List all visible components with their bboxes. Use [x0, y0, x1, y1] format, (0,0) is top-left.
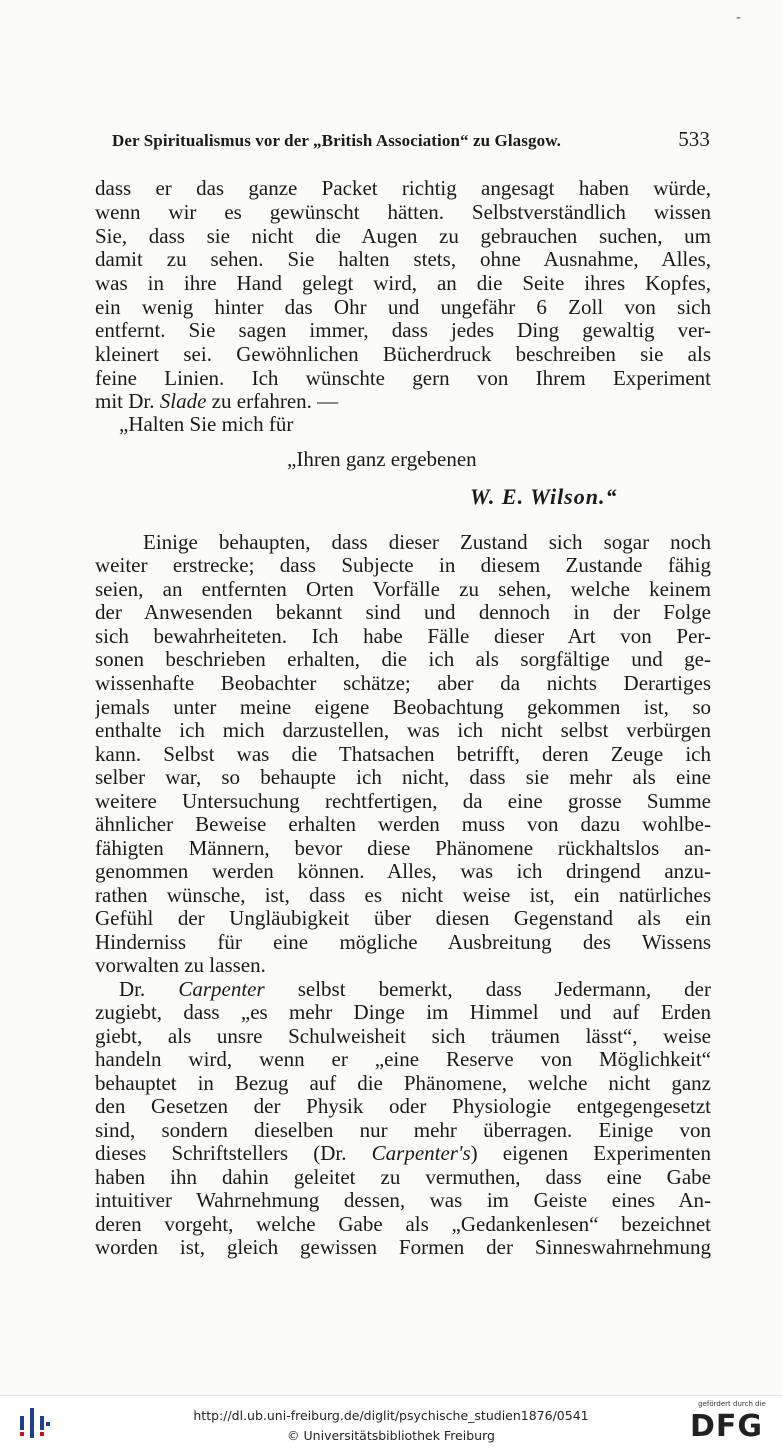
viewer-footer	[0, 1395, 782, 1450]
text-line: fähigten Männern, bevor diese Phänomene rückhaltslos an-	[95, 837, 711, 860]
text-line: zugiebt, dass „es mehr Dinge im Himmel und auf Erden	[95, 1001, 711, 1024]
page-number: 533	[678, 127, 710, 151]
text-line: Einige behaupten, dass dieser Zustand sich sogar noch	[143, 531, 711, 554]
text-line	[119, 978, 711, 1001]
text-line: deren vorgeht, welche Gabe als „Gedankenlesen“ bezeichnet	[95, 1213, 711, 1236]
text-line: behauptet in Bezug auf die Phänomene, welche nicht ganz	[95, 1072, 711, 1095]
text-line: rathen wünsche, ist, dass es nicht weise ist, ein natürliches	[95, 884, 711, 907]
text-line: worden ist, gleich gewissen Formen der Sinneswahrnehmung	[95, 1236, 711, 1259]
running-header	[112, 127, 710, 152]
text-line: ein wenig hinter das Ohr und ungefähr 6 Zoll von sich	[95, 296, 711, 319]
text-run: ) eigenen Experimenten	[470, 1142, 711, 1165]
text-line: enthalte ich mich darzustellen, was ich nicht selbst verbürgen	[95, 719, 711, 742]
text-line: Hinderniss für eine mögliche Ausbreitung des Wissens	[95, 931, 711, 954]
text-line: wissenhafte Beobachter schätze; aber da nichts Derartiges	[95, 672, 711, 695]
text-line: Gefühl der Ungläubigkeit über diesen Gegenstand als ein	[95, 907, 711, 930]
copyright-note: © Universitätsbibliothek Freiburg	[287, 1428, 495, 1443]
text-line	[95, 1142, 711, 1165]
text-line: sind, sondern dieselben nur mehr überragen. Einige von	[95, 1119, 711, 1142]
sponsor-note: gefördert durch die	[698, 1400, 766, 1408]
text-line: intuitiver Wahrnehmung dessen, was im Geiste eines An-	[95, 1189, 711, 1212]
text-line: weiter erstrecke; dass Subjecte in diesem Zustande fähig	[95, 554, 711, 577]
text-line: sonen beschrieben erhalten, die ich als sorgfältige und ge-	[95, 648, 711, 671]
text-run: dieses Schriftstellers (Dr.	[95, 1142, 372, 1165]
text-run: Dr.	[119, 978, 179, 1001]
text-line: handeln wird, wenn er „eine Reserve von Möglichkeit“	[95, 1048, 711, 1071]
text-line: feine Linien. Ich wünschte gern von Ihrem Experiment	[95, 367, 711, 390]
text-line: vorwalten zu lassen.	[95, 954, 266, 977]
text-line: damit zu sehen. Sie halten stets, ohne Ausnahme, Alles,	[95, 248, 711, 271]
name-carpenters: Carpenter's	[371, 1142, 471, 1165]
text-line: dass er das ganze Packet richtig angesagt haben würde,	[95, 177, 711, 200]
corner-mark: -	[736, 10, 742, 26]
text-line: der Anwesenden bekannt sind und dennoch in der Folge	[95, 601, 711, 624]
text-line: „Halten Sie mich für	[119, 413, 294, 436]
text-line: ähnlicher Beweise erhalten werden muss von dazu wohlbe-	[95, 813, 711, 836]
text-line: selber war, so behaupte ich nicht, dass sie mehr als eine	[95, 766, 711, 789]
text-line: den Gesetzen der Physik oder Physiologie entgegengesetzt	[95, 1095, 711, 1118]
name-slade: Slade	[159, 390, 207, 413]
name-carpenter: Carpenter	[178, 978, 265, 1001]
dfg-logo[interactable]: DFG	[690, 1409, 764, 1444]
text-line: was in ihre Hand gelegt wird, an die Seite ihres Kopfes,	[95, 272, 711, 295]
letter-signature: W. E. Wilson.“	[470, 484, 618, 509]
source-url[interactable]: http://dl.ub.uni-freiburg.de/diglit/psychische_studien1876/0541	[193, 1408, 589, 1423]
text-line: Sie, dass sie nicht die Augen zu gebrauchen suchen, um	[95, 225, 711, 248]
text-line: giebt, als unsre Schulweisheit sich träumen lässt“, weise	[95, 1025, 711, 1048]
text-line: jemals unter meine eigene Beobachtung gekommen ist, so	[95, 696, 711, 719]
text-line: sich bewahrheiteten. Ich habe Fälle dieser Art von Per-	[95, 625, 711, 648]
letter-closing: „Ihren ganz ergebenen	[287, 447, 477, 471]
text-line: haben ihn dahin geleitet zu vermuthen, dass eine Gabe	[95, 1166, 711, 1189]
text-line: weitere Untersuchung rechtfertigen, da eine grosse Summe	[95, 790, 711, 813]
text-run: zu erfahren. —	[206, 390, 339, 413]
text-line: genommen werden können. Alles, was ich dringend anzu-	[95, 860, 711, 883]
text-line	[95, 390, 711, 413]
text-run: selbst bemerkt, dass Jedermann, der	[264, 978, 711, 1001]
text-line: wenn wir es gewünscht hätten. Selbstverständlich wissen	[95, 201, 711, 224]
text-line: seien, an entfernten Orten Vorfälle zu sehen, welche keinem	[95, 578, 711, 601]
text-line: kann. Selbst was die Thatsachen betrifft, deren Zeuge ich	[95, 743, 711, 766]
text-run: mit Dr.	[95, 390, 160, 413]
text-line: entfernt. Sie sagen immer, dass jedes Ding gewaltig ver-	[95, 319, 711, 342]
running-title: Der Spiritualismus vor der „British Association“ zu Glasgow.	[112, 131, 561, 150]
text-line: kleinert sei. Gewöhnlichen Bücherdruck beschreiben sie als	[95, 343, 711, 366]
